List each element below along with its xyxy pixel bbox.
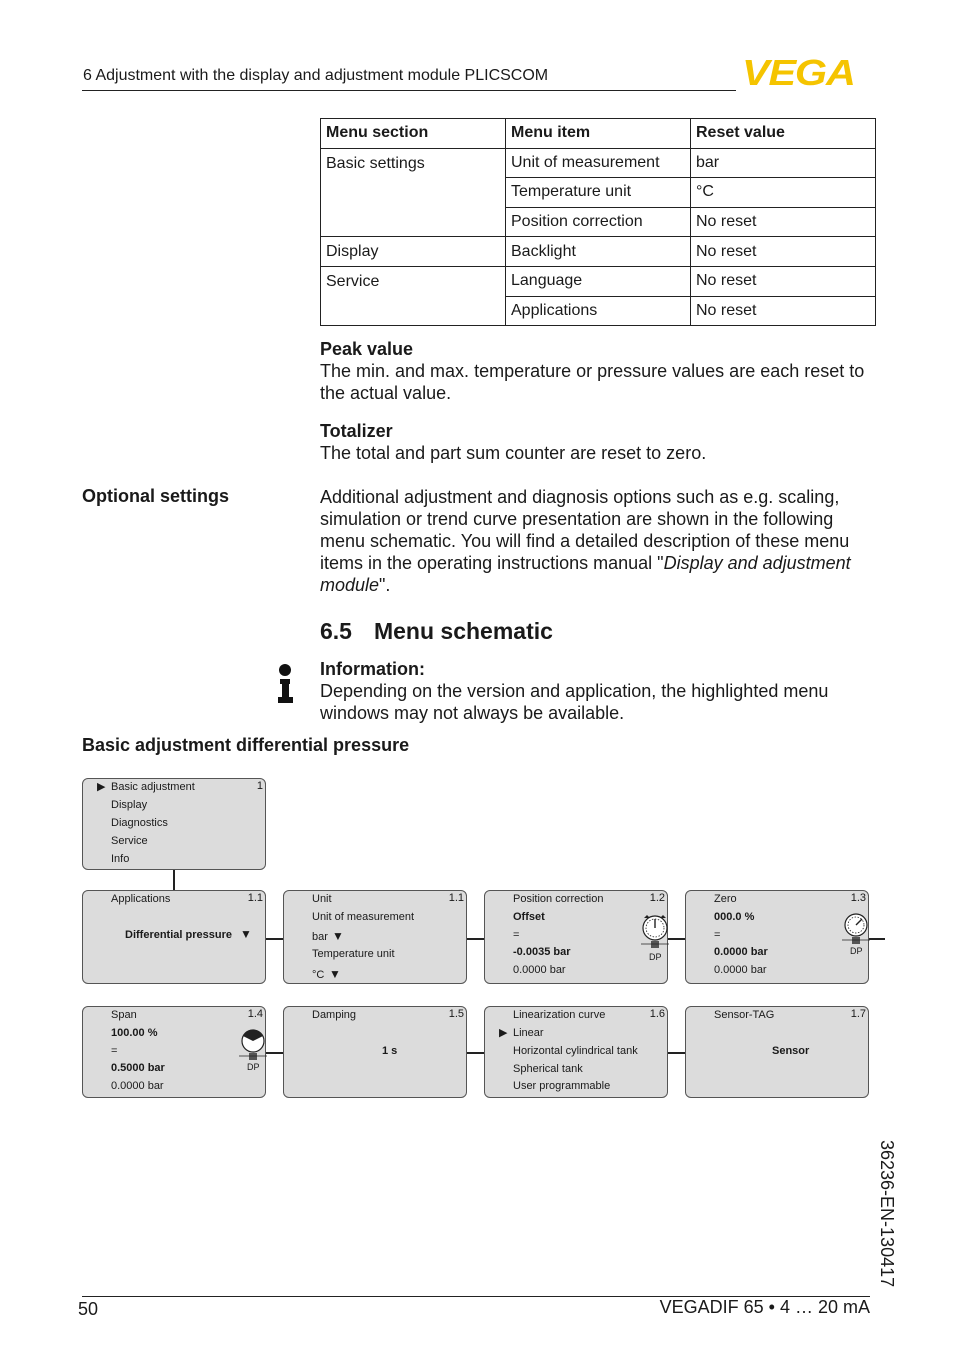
pressure-gauge-icon (842, 913, 870, 945)
text-span: Additional adjustment and diagnosis options such as e.g. scaling, simulation or trend curve presentation are shown in the following menu schematic. You will find a detailed description of these menu items in the operating instructions manual " (320, 487, 850, 573)
table-row (321, 266, 876, 296)
span-reference: 0.0000 bar (111, 1080, 164, 1092)
menu-item[interactable]: Info (111, 853, 130, 865)
sensor-tag-value: Sensor (772, 1045, 810, 1057)
chapter-title: 6 Adjustment with the display and adjustment module PLICSCOM (83, 67, 549, 84)
linearization-option[interactable]: Linear (513, 1027, 544, 1039)
vega-logo: VEGA (742, 52, 855, 93)
column-header: Menu section (321, 119, 506, 149)
menu-number: 1.3 (850, 892, 866, 904)
applications-window[interactable] (82, 890, 266, 984)
section-number: 6.5 (320, 618, 352, 644)
window-title: Span (111, 1009, 137, 1021)
table-cell: No reset (691, 266, 876, 296)
section-title-text: Menu schematic (373, 618, 553, 644)
connector-line (467, 1052, 485, 1054)
table-cell: °C (691, 178, 876, 208)
offset-value: -0.0035 bar (513, 946, 571, 958)
menu-number: 1.4 (247, 1008, 263, 1020)
span-window[interactable] (82, 1006, 266, 1098)
manual-title: Display and adjustment module (320, 553, 851, 595)
connector-line (467, 938, 485, 940)
zero-value: 0.0000 bar (714, 946, 768, 958)
window-title: Applications (111, 893, 171, 905)
window-title: Damping (312, 1009, 357, 1021)
table-cell: Backlight (506, 237, 691, 267)
equals-sign: = (714, 929, 721, 941)
menu-number: 1.6 (649, 1008, 665, 1020)
temperature-unit-value: °C (312, 969, 325, 981)
dp-label: DP (850, 946, 863, 956)
unit-window[interactable] (283, 890, 467, 984)
table-cell: Applications (506, 296, 691, 326)
schematic-heading: Basic adjustment differential pressure (82, 735, 410, 755)
column-header: Reset value (691, 119, 876, 149)
table-cell: Temperature unit (506, 178, 691, 208)
menu-item[interactable]: Service (111, 835, 148, 847)
totalizer-text: The total and part sum counter are reset to zero. (320, 443, 707, 463)
position-correction-window[interactable] (484, 890, 668, 984)
table-cell-section: Service (321, 266, 506, 325)
menu-item[interactable]: Display (111, 799, 148, 811)
window-title: Unit (312, 893, 332, 905)
document-number: 36236-EN-130417 (877, 1140, 897, 1288)
application-value: Differential pressure (125, 929, 232, 941)
dp-label: DP (247, 1062, 260, 1072)
menu-item[interactable]: Diagnostics (111, 817, 168, 829)
menu-number: 1.5 (448, 1008, 464, 1020)
table-cell-section: Display (321, 237, 506, 267)
table-row (321, 148, 876, 178)
table-cell: No reset (691, 207, 876, 237)
linearization-option[interactable]: User programmable (513, 1080, 611, 1092)
connector-line (668, 1052, 686, 1054)
window-title: Position correction (513, 893, 604, 905)
connector-line (266, 938, 284, 940)
selection-arrow-icon: ▶ (97, 781, 106, 793)
page-number: 50 (78, 1299, 99, 1319)
connector-line (266, 1052, 284, 1054)
zero-window[interactable] (685, 890, 869, 984)
linearization-window[interactable] (484, 1006, 668, 1098)
connector-line (173, 870, 175, 891)
selection-arrow-icon: ▶ (499, 1027, 508, 1039)
information-heading: Information: (320, 659, 425, 679)
table-cell: Language (506, 266, 691, 296)
table-cell: No reset (691, 296, 876, 326)
table-cell: No reset (691, 237, 876, 267)
span-value: 0.5000 bar (111, 1062, 165, 1074)
temperature-label: Temperature unit (312, 948, 395, 960)
pressure-unit-value: bar (312, 931, 328, 943)
header-rule (82, 90, 736, 91)
menu-number: 1 (256, 780, 263, 792)
linearization-option[interactable]: Horizontal cylindrical tank (513, 1045, 638, 1057)
span-percent: 100.00 % (111, 1027, 158, 1039)
window-title: Sensor-TAG (714, 1009, 775, 1021)
pressure-gauge-icon (239, 1029, 267, 1061)
section-title (320, 618, 553, 645)
sensor-tag-window[interactable] (685, 1006, 869, 1098)
column-header: Menu item (506, 119, 691, 149)
table-row (321, 237, 876, 267)
menu-number: 1.7 (850, 1008, 866, 1020)
product-name: VEGADIF 65 • 4 … 20 mA (659, 1297, 870, 1317)
damping-value: 1 s (382, 1045, 398, 1057)
window-title: Zero (714, 893, 737, 905)
table-header-row (321, 119, 876, 149)
equals-sign: = (513, 929, 520, 941)
zero-reference: 0.0000 bar (714, 964, 767, 976)
table-cell: Unit of measurement (506, 148, 691, 178)
connector-line (869, 938, 885, 940)
table-cell-section: Basic settings (321, 148, 506, 237)
menu-number: 1.2 (649, 892, 665, 904)
table-cell: bar (691, 148, 876, 178)
dropdown-arrow-icon[interactable]: ▼ (329, 967, 341, 981)
info-icon (276, 664, 294, 704)
connector-line (668, 938, 686, 940)
offset-reference: 0.0000 bar (513, 964, 566, 976)
menu-number: 1.1 (247, 892, 263, 904)
dp-label: DP (649, 952, 662, 962)
unit-label: Unit of measurement (312, 911, 415, 923)
main-menu-window (82, 778, 266, 870)
information-text: Depending on the version and application, the highlighted menu windows may not always be available. (320, 681, 829, 723)
zero-percent: 000.0 % (714, 911, 755, 923)
optional-settings-text (320, 486, 876, 596)
damping-window[interactable] (283, 1006, 467, 1098)
pressure-gauge-icon (641, 913, 669, 949)
linearization-option[interactable]: Spherical tank (513, 1063, 583, 1075)
dropdown-arrow-icon[interactable]: ▼ (240, 927, 252, 941)
totalizer-heading: Totalizer (320, 421, 393, 441)
peak-value-text: The min. and max. temperature or pressure values are each reset to the actual value. (320, 361, 865, 403)
offset-label: Offset (513, 911, 545, 923)
optional-settings-label: Optional settings (82, 486, 230, 506)
table-cell: Position correction (506, 207, 691, 237)
peak-value-heading: Peak value (320, 339, 414, 359)
equals-sign: = (111, 1045, 118, 1057)
menu-number: 1.1 (448, 892, 464, 904)
window-title: Linearization curve (513, 1009, 606, 1021)
reset-table (320, 118, 876, 326)
text-span: ". (379, 575, 391, 595)
dropdown-arrow-icon[interactable]: ▼ (332, 929, 344, 943)
menu-item[interactable]: Basic adjustment (111, 781, 195, 793)
